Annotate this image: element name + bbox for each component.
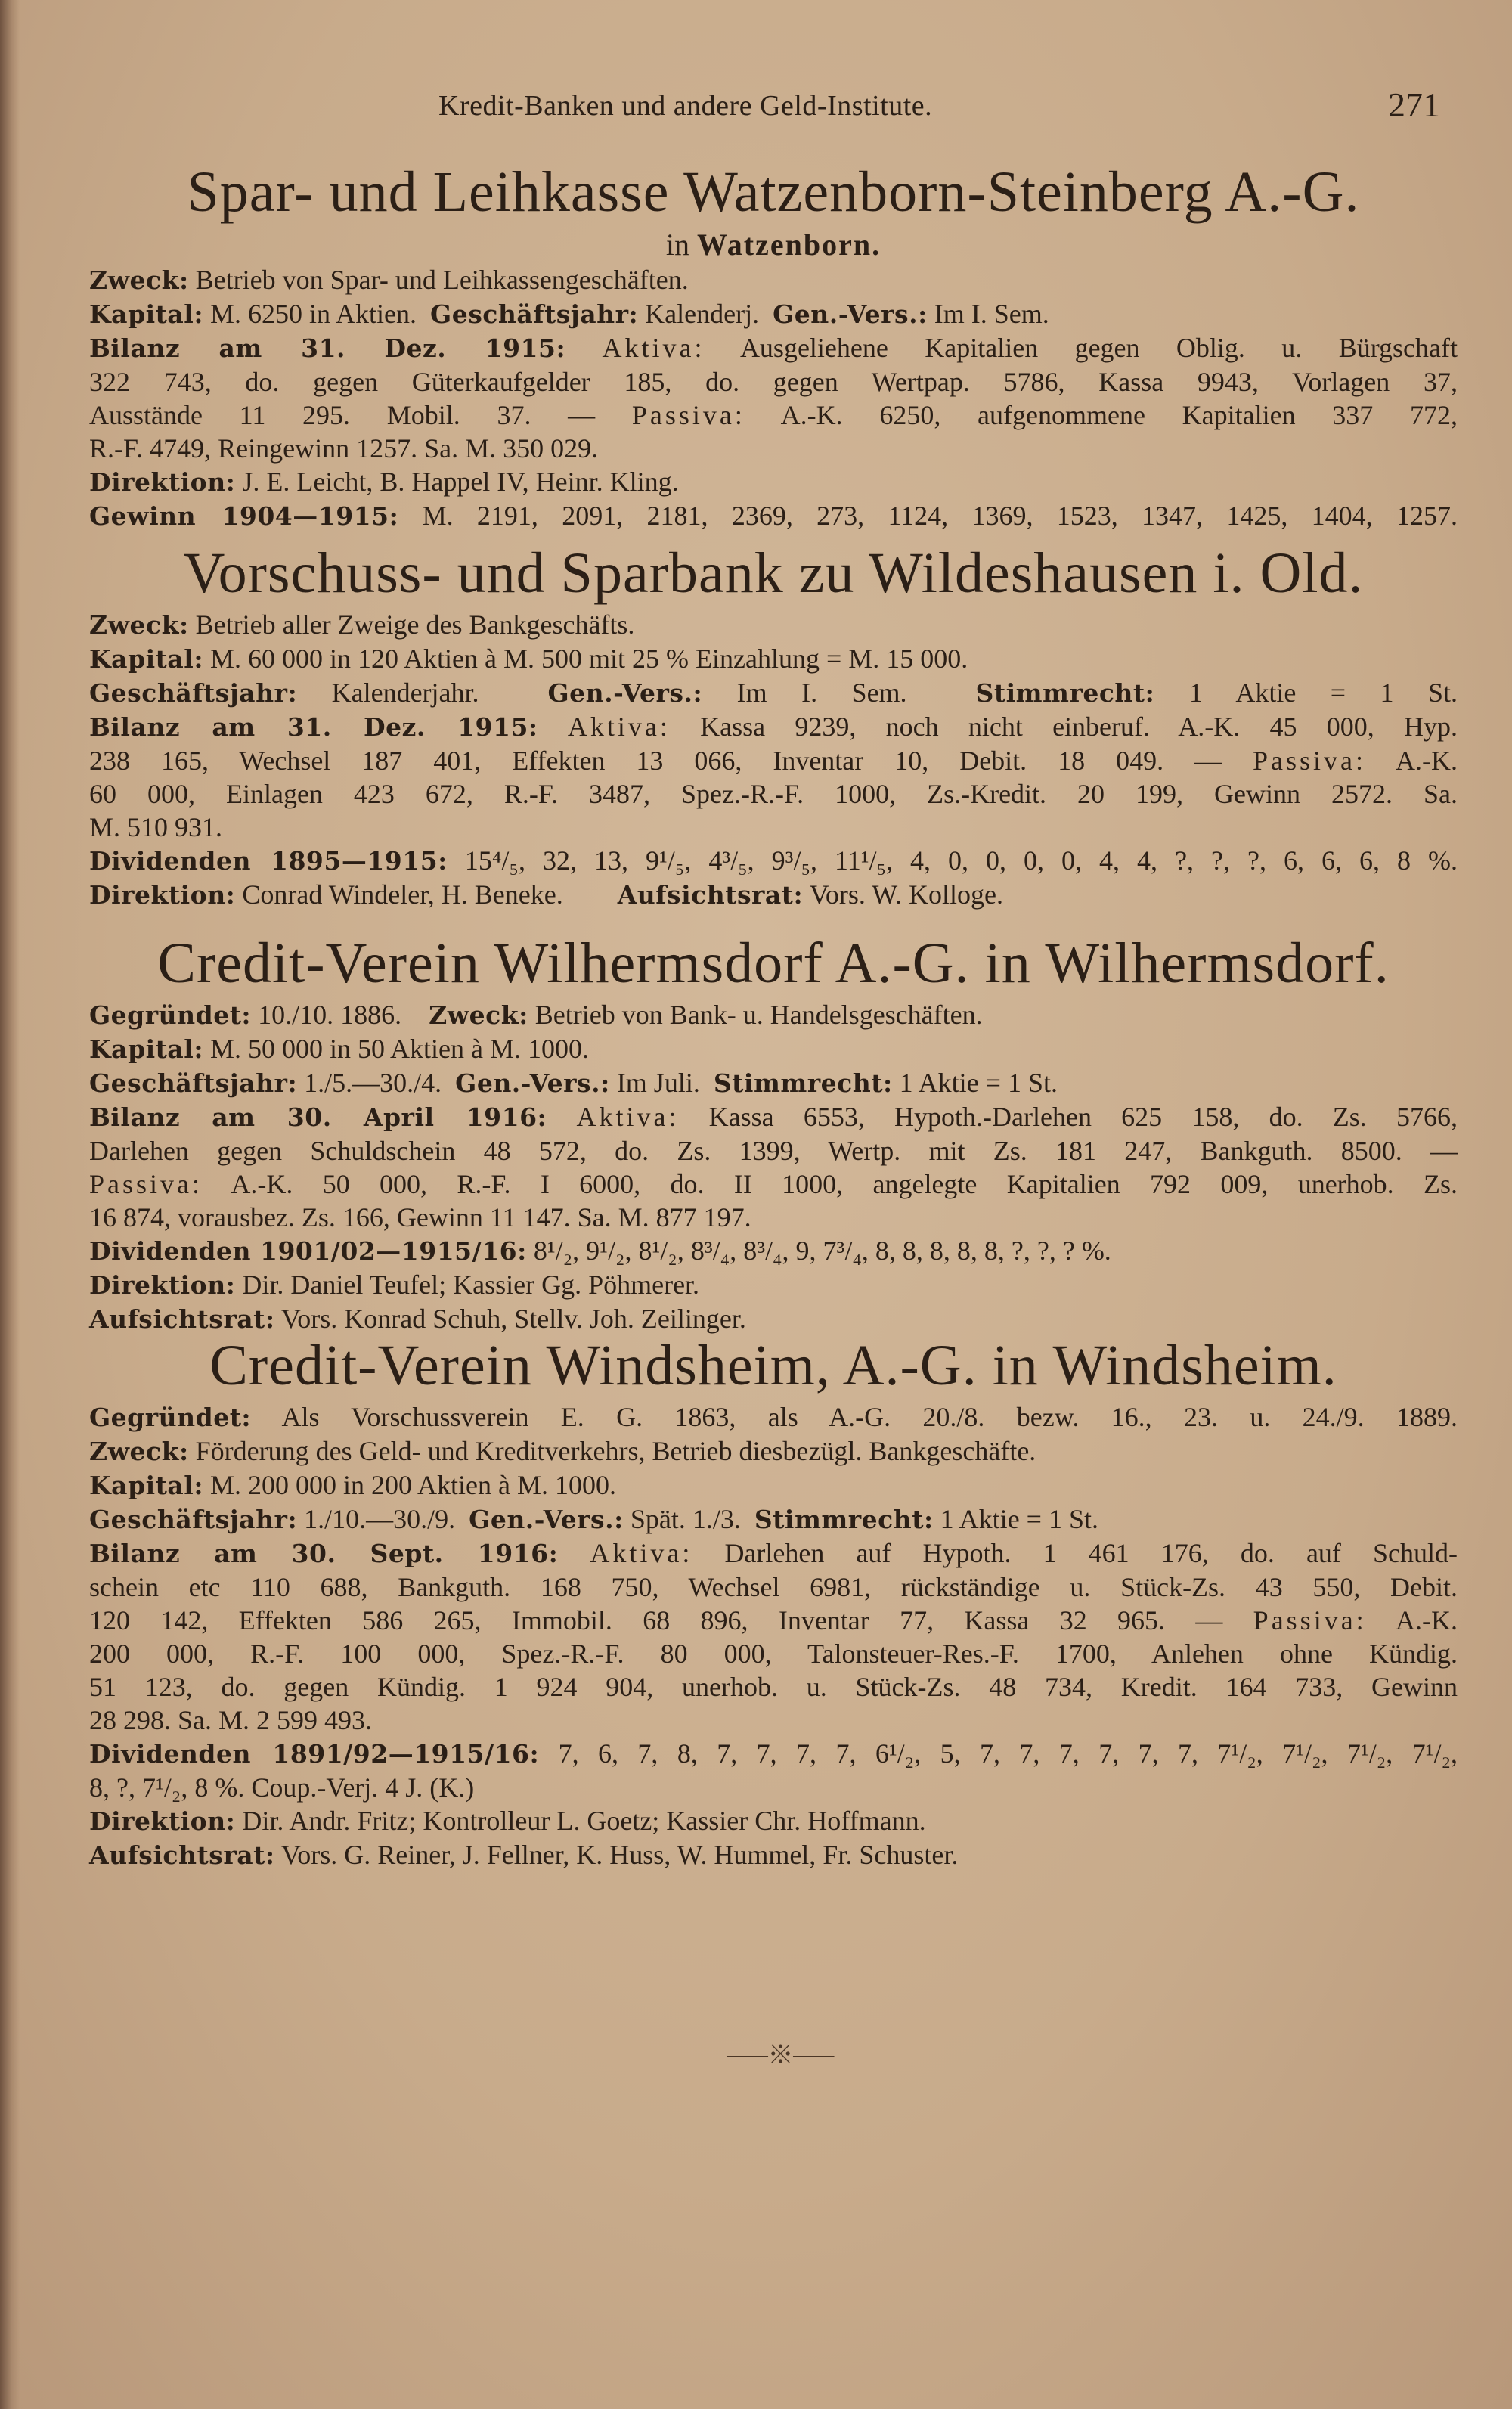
field-label: Kapital: (89, 299, 204, 329)
entry-line (89, 777, 1458, 811)
entry-line (89, 1066, 1458, 1100)
field-text: A.-K. 50 000, R.-F. I 6000, do. II 1000, angelegte Kapitalien 792 009, unerhob. Zs. (231, 1169, 1458, 1199)
field-label: Gewinn 1904—1915: (89, 501, 399, 531)
spaced-label: Passiva: (1253, 746, 1367, 776)
entry-line (89, 1201, 1458, 1234)
field-label: Bilanz am 30. Sept. 1916: (89, 1539, 559, 1568)
entry-line (89, 499, 1458, 533)
field-label: Geschäftsjahr: (430, 299, 639, 329)
field-text: 120 142, Effekten 586 265, Immobil. 68 896, Inventar 77, Kassa 32 965. — (89, 1605, 1223, 1635)
field-label: Direktion: (89, 1270, 236, 1300)
field-label: Aufsichtsrat: (617, 880, 804, 910)
field-text: Betrieb aller Zweige des Bankgeschäfts. (195, 609, 635, 640)
field-text: A.-K. (1396, 1605, 1458, 1635)
field-text: Im Juli. (616, 1068, 700, 1098)
entry-line (89, 1167, 1458, 1201)
field-text: schein etc 110 688, Bankguth. 168 750, Wechsel 6981, rückständige u. Stück-Zs. 43 550, Debit. (89, 1572, 1458, 1602)
field-label: Gegründet: (89, 1000, 252, 1030)
entry-line (89, 1737, 1458, 1771)
entry-line (89, 1434, 1458, 1468)
entry-title: Credit-Verein Wilhermsdorf A.-G. in Wilhermsdorf. (157, 932, 1390, 995)
entry-line (89, 1804, 1458, 1838)
field-label: Aufsichtsrat: (89, 1304, 275, 1334)
field-text: 28 298. Sa. M. 2 599 493. (89, 1705, 373, 1735)
field-text: M. 2191, 2091, 2181, 2369, 273, 1124, 1369, 1523, 1347, 1425, 1404, 1257. (422, 501, 1458, 531)
field-text: 8¹/₂, 9¹/₂, 8¹/₂, 8³/₄, 8³/₄, 9, 7³/₄, 8, 8, 8, 8, 8, ?, ?, ? %. (533, 1236, 1111, 1266)
field-label: Bilanz am 31. Dez. 1915: (89, 333, 566, 363)
field-text: Kalenderj. (645, 299, 760, 329)
spaced-label: Passiva: (1253, 1605, 1367, 1635)
field-label: Bilanz am 30. April 1916: (89, 1102, 547, 1132)
entry-line (89, 263, 1458, 297)
field-text: 60 000, Einlagen 423 672, R.-F. 3487, Spez.-R.-F. 1000, Zs.-Kredit. 20 199, Gewinn 2572. Sa. (89, 779, 1458, 809)
field-label: Geschäftsjahr: (89, 678, 298, 708)
field-label: Direktion: (89, 467, 236, 497)
entry-line (89, 608, 1458, 642)
field-label: Dividenden 1895—1915: (89, 846, 448, 876)
field-text: 7, 6, 7, 8, 7, 7, 7, 7, 6¹/₂, 5, 7, 7, 7, 7, 7, 7, 7¹/₂, 7¹/₂, 7¹/₂, 7¹/₂, (558, 1738, 1458, 1769)
field-text: Dir. Andr. Fritz; Kontrolleur L. Goetz; Kassier Chr. Hoffmann. (242, 1806, 926, 1836)
field-label: Kapital: (89, 1034, 204, 1064)
field-label: Gegründet: (89, 1403, 252, 1432)
field-label: Dividenden 1901/02—1915/16: (89, 1236, 527, 1266)
field-text: Kassa 9239, noch nicht einberuf. A.-K. 45 000, Hyp. (700, 712, 1458, 742)
field-label: Geschäftsjahr: (89, 1505, 298, 1534)
field-text: J. E. Leicht, B. Happel IV, Heinr. Kling. (242, 467, 679, 497)
field-label: Direktion: (89, 1806, 236, 1836)
entry-line (89, 1570, 1458, 1604)
field-text: 51 123, do. gegen Kündig. 1 924 904, unerhob. u. Stück-Zs. 48 734, Kredit. 164 733, Gewinn (89, 1672, 1458, 1702)
entry-line (89, 811, 1458, 844)
field-label: Gen.-Vers.: (455, 1068, 610, 1098)
field-text: Ausgeliehene Kapitalien gegen Oblig. u. Bürgschaft (739, 333, 1458, 363)
field-text: M. 6250 in Aktien. (210, 299, 417, 329)
entry-line (89, 1032, 1458, 1066)
entry-line (89, 297, 1458, 331)
field-text: Darlehen auf Hypoth. 1 461 176, do. auf Schuld- (724, 1538, 1458, 1568)
field-text: Dir. Daniel Teufel; Kassier Gg. Pöhmerer. (242, 1270, 700, 1300)
entry-line (89, 432, 1458, 465)
field-text: Im I. Sem. (934, 299, 1049, 329)
field-text: A.-K. 6250, aufgenommene Kapitalien 337 772, (780, 400, 1458, 430)
entry-line (89, 365, 1458, 398)
entry-line (89, 1536, 1458, 1570)
entry-line (89, 998, 1458, 1032)
field-label: Gen.-Vers.: (773, 299, 928, 329)
field-label: Stimmrecht: (713, 1068, 893, 1098)
field-label: Zweck: (429, 1000, 528, 1030)
entry-line (89, 844, 1458, 878)
field-label: Kapital: (89, 1471, 204, 1500)
entry-line (89, 878, 1458, 912)
field-text: R.-F. 4749, Reingewinn 1257. Sa. M. 350 029. (89, 433, 599, 464)
field-text: Vors. W. Kolloge. (809, 879, 1003, 910)
field-text: 1 Aktie = 1 St. (899, 1068, 1058, 1098)
field-text: M. 510 931. (89, 812, 223, 842)
field-text: M. 200 000 in 200 Aktien à M. 1000. (210, 1470, 617, 1500)
end-ornament: ⸺※⸺ (726, 2042, 835, 2070)
entry-line (89, 1268, 1458, 1302)
entry-line (89, 1637, 1458, 1670)
spaced-label: Aktiva: (602, 333, 705, 363)
field-text: Conrad Windeler, H. Beneke. (242, 879, 563, 910)
field-text: 1 Aktie = 1 St. (940, 1504, 1098, 1534)
field-label: Stimmrecht: (975, 678, 1155, 708)
field-text: 238 165, Wechsel 187 401, Effekten 13 066, Inventar 10, Debit. 18 049. — (89, 746, 1222, 776)
entry-line (89, 1468, 1458, 1502)
field-label: Gen.-Vers.: (469, 1505, 624, 1534)
spaced-label: Aktiva: (576, 1102, 680, 1132)
field-label: Gen.-Vers.: (547, 678, 703, 708)
entry-title: Vorschuss- und Sparbank zu Wildeshausen i. Old. (183, 541, 1364, 605)
entry-windsheim (89, 1331, 1458, 1872)
entry-line (89, 398, 1458, 432)
field-text: 8, ?, 7¹/₂, 8 %. Coup.-Verj. 4 J. (K.) (89, 1772, 475, 1803)
field-text: 322 743, do. gegen Güterkaufgelder 185, do. gegen Wertpap. 5786, Kassa 9943, Vorlagen 37, (89, 367, 1458, 397)
field-text: M. 60 000 in 120 Aktien à M. 500 mit 25 % Einzahlung = M. 15 000. (210, 643, 968, 674)
field-text: A.-K. (1396, 746, 1458, 776)
entry-wildeshausen (89, 538, 1458, 912)
field-label: Kapital: (89, 644, 204, 674)
field-label: Stimmrecht: (754, 1505, 934, 1534)
entry-line (89, 1704, 1458, 1737)
field-text: Kassa 6553, Hypoth.-Darlehen 625 158, do. Zs. 5766, (708, 1102, 1458, 1132)
entry-location: in Watzenborn. (665, 228, 881, 262)
field-label: Zweck: (89, 610, 189, 640)
spaced-label: Aktiva: (567, 712, 671, 742)
city-name: Watzenborn. (697, 228, 881, 262)
entry-line (89, 1604, 1458, 1637)
entry-title: Spar- und Leihkasse Watzenborn-Steinberg A.-G. (187, 160, 1360, 224)
entry-line (89, 744, 1458, 777)
entry-line (89, 1100, 1458, 1134)
page-number: 271 (1388, 85, 1440, 124)
entry-line (89, 1771, 1458, 1804)
entry-title: Credit-Verein Windsheim, A.-G. in Windsheim. (209, 1334, 1337, 1397)
entry-line (89, 1234, 1458, 1268)
field-text: Förderung des Geld- und Kreditverkehrs, Betrieb diesbezügl. Bankgeschäfte. (195, 1436, 1036, 1466)
field-text: Vors. Konrad Schuh, Stellv. Joh. Zeilinger. (280, 1304, 746, 1334)
entry-line (89, 1670, 1458, 1704)
entry-line (89, 710, 1458, 744)
spaced-label: Passiva: (631, 400, 745, 430)
field-text: 1 Aktie = 1 St. (1188, 677, 1458, 708)
field-label: Dividenden 1891/92—1915/16: (89, 1739, 540, 1769)
entry-line (89, 1838, 1458, 1872)
page-binding-shadow (0, 0, 20, 2409)
field-label: Zweck: (89, 1437, 189, 1466)
field-text: 10./10. 1886. (258, 1000, 402, 1030)
field-text: Im I. Sem. (736, 677, 907, 708)
field-text: Darlehen gegen Schuldschein 48 572, do. Zs. 1399, Wertp. mit Zs. 181 247, Bankguth. 8500. — (89, 1136, 1458, 1166)
field-label: Direktion: (89, 880, 236, 910)
field-text: Spät. 1./3. (630, 1504, 741, 1534)
field-label: Geschäftsjahr: (89, 1068, 298, 1098)
running-header: Kredit-Banken und andere Geld-Institute. (438, 90, 933, 122)
spaced-label: Passiva: (89, 1169, 203, 1199)
field-text: 200 000, R.-F. 100 000, Spez.-R.-F. 80 000, Talonsteuer-Res.-F. 1700, Anlehen ohne Kündig. (89, 1639, 1458, 1669)
field-text: 1./10.—30./9. (304, 1504, 456, 1534)
field-text: Ausstände 11 295. Mobil. 37. — (89, 400, 596, 430)
entry-line (89, 1502, 1458, 1536)
field-label: Zweck: (89, 265, 189, 295)
field-text: 1./5.—30./4. (304, 1068, 442, 1098)
field-label: Bilanz am 31. Dez. 1915: (89, 712, 538, 742)
field-text: 15⁴/₅, 32, 13, 9¹/₅, 4³/₅, 9³/₅, 11¹/₅, 4, 0, 0, 0, 0, 4, 4, ?, ?, ?, 6, 6, 6, 8 %. (464, 845, 1458, 876)
field-text: M. 50 000 in 50 Aktien à M. 1000. (210, 1034, 590, 1064)
entry-wilhermsdorf (89, 929, 1458, 1336)
entry-line (89, 676, 1458, 710)
field-text: Betrieb von Spar- und Leihkassengeschäften. (195, 265, 689, 295)
entry-watzenborn (89, 157, 1458, 533)
entry-line (89, 465, 1458, 499)
entry-line (89, 1134, 1458, 1167)
field-text: Als Vorschussverein E. G. 1863, als A.-G. 20./8. bezw. 16., 23. u. 24./9. 1889. (281, 1402, 1458, 1432)
field-text: 16 874, vorausbez. Zs. 166, Gewinn 11 147. Sa. M. 877 197. (89, 1202, 751, 1232)
field-text: Kalenderjahr. (331, 677, 479, 708)
field-text: Betrieb von Bank- u. Handelsgeschäften. (534, 1000, 983, 1030)
entry-line (89, 642, 1458, 676)
field-text: Vors. G. Reiner, J. Fellner, K. Huss, W. Hummel, Fr. Schuster. (280, 1840, 959, 1870)
spaced-label: Aktiva: (590, 1538, 693, 1568)
entry-line (89, 1400, 1458, 1434)
entry-line (89, 331, 1458, 365)
field-label: Aufsichtsrat: (89, 1840, 275, 1870)
